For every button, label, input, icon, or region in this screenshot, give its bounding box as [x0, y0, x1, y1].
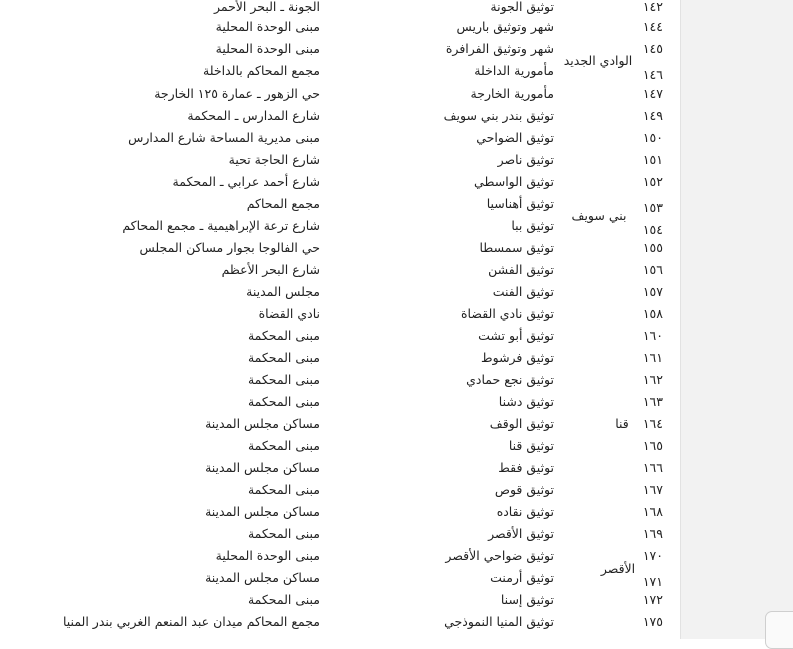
office-address: مجلس المدينة [246, 284, 320, 299]
office-name: مأمورية الداخلة [474, 63, 554, 78]
row-number: ١٧٥ [642, 614, 663, 629]
office-address: مبنى المحكمة [247, 328, 320, 343]
row-number: ١٤٢ [642, 0, 663, 14]
row-number: ١٤٤ [642, 19, 663, 34]
row-number: ١٦٨ [642, 504, 663, 519]
office-address: مبنى المحكمة [247, 394, 320, 409]
row-number: ١٥٨ [642, 306, 663, 321]
office-address: مساكن مجلس المدينة [205, 460, 320, 475]
office-address: مساكن مجلس المدينة [205, 416, 320, 431]
office-name: توثيق أبو تشت [478, 328, 554, 343]
office-name: توثيق قنا [508, 438, 554, 453]
row-number: ١٥٦ [642, 262, 663, 277]
row-number: ١٥٤ [642, 222, 663, 237]
region-label: الأقصر [600, 561, 636, 576]
office-address: مجمع المحاكم [246, 196, 320, 211]
office-address: مجمع المحاكم بالداخلة [203, 63, 320, 78]
office-name: توثيق أهناسيا [486, 196, 554, 211]
row-number: ١٦١ [642, 350, 663, 365]
row-number: ١٥٢ [642, 174, 663, 189]
side-panel [680, 0, 793, 639]
row-number: ١٥١ [642, 152, 663, 167]
office-name: توثيق الوقف [489, 416, 554, 431]
office-address: مبنى الوحدة المحلية [215, 19, 320, 34]
corner-button[interactable] [765, 611, 793, 649]
row-number: ١٥٥ [642, 240, 663, 255]
office-address: حي الزهور ـ عمارة ١٢٥ الخارجة [154, 86, 320, 101]
region-label: قنا [615, 416, 629, 431]
office-name: توثيق دشنا [498, 394, 554, 409]
office-address: الجونة ـ البحر الأحمر [213, 0, 320, 14]
row-number: ١٥٣ [642, 200, 663, 215]
office-name: توثيق ضواحي الأقصر [445, 548, 554, 563]
office-address: شارع ترعة الإبراهيمية ـ مجمع المحاكم [122, 218, 320, 233]
office-name: شهر وتوثيق الفرافرة [445, 41, 554, 56]
row-number: ١٤٩ [642, 108, 663, 123]
row-number: ١٥٠ [642, 130, 663, 145]
office-name: توثيق نقاده [496, 504, 554, 519]
office-name: توثيق فرشوط [481, 350, 554, 365]
office-address: مبنى المحكمة [247, 482, 320, 497]
office-name: مأمورية الخارجة [470, 86, 554, 101]
office-address: حي الفالوجا بجوار مساكن المجلس [139, 240, 320, 255]
row-number: ١٦٠ [642, 328, 663, 343]
office-name: توثيق ناصر [497, 152, 554, 167]
row-number: ١٤٥ [642, 41, 663, 56]
office-name: توثيق الفشن [488, 262, 554, 277]
office-address: مبنى مديرية المساحة شارع المدارس [128, 130, 320, 145]
row-number: ١٤٧ [642, 86, 663, 101]
region-label: بني سويف [571, 208, 627, 223]
row-number: ١٦٦ [642, 460, 663, 475]
office-address: مساكن مجلس المدينة [205, 570, 320, 585]
office-address: شارع أحمد عرابي ـ المحكمة [172, 174, 320, 189]
office-address: مبنى المحكمة [247, 350, 320, 365]
office-name: توثيق بندر بني سويف [443, 108, 554, 123]
row-number: ١٦٥ [642, 438, 663, 453]
office-name: توثيق فقط [498, 460, 554, 475]
office-address: شارع المدارس ـ المحكمة [187, 108, 320, 123]
office-name: توثيق أرمنت [490, 570, 554, 585]
region-label: الوادي الجديد [563, 53, 633, 68]
office-name: شهر وتوثيق باريس [456, 19, 554, 34]
office-address: مجمع المحاكم ميدان عبد المنعم الغربي بندر المنيا [62, 614, 320, 629]
row-number: ١٦٣ [642, 394, 663, 409]
office-address: مبنى المحكمة [247, 592, 320, 607]
office-name: توثيق الأقصر [488, 526, 554, 541]
row-number: ١٦٧ [642, 482, 663, 497]
office-address: مبنى المحكمة [247, 372, 320, 387]
row-number: ١٧٠ [642, 548, 663, 563]
row-number: ١٧١ [642, 574, 663, 589]
office-name: توثيق نجع حمادي [466, 372, 554, 387]
office-address: مبنى المحكمة [247, 438, 320, 453]
row-number: ١٦٩ [642, 526, 663, 541]
office-address: شارع الحاجة تحية [228, 152, 320, 167]
office-name: توثيق نادي القضاة [461, 306, 554, 321]
office-name: توثيق سمسطا [479, 240, 554, 255]
office-name: توثيق إسنا [500, 592, 554, 607]
office-name: توثيق الجونة [490, 0, 554, 14]
row-number: ١٦٤ [642, 416, 663, 431]
office-address: مساكن مجلس المدينة [205, 504, 320, 519]
office-address: نادي القضاة [258, 306, 320, 321]
row-number: ١٧٢ [642, 592, 663, 607]
office-address: مبنى المحكمة [247, 526, 320, 541]
office-address: مبنى الوحدة المحلية [215, 548, 320, 563]
office-name: توثيق المنيا النموذجي [444, 614, 554, 629]
office-name: توثيق الفنت [492, 284, 554, 299]
office-name: توثيق ببا [511, 218, 554, 233]
office-name: توثيق الواسطي [474, 174, 554, 189]
office-name: توثيق قوص [494, 482, 554, 497]
office-address: مبنى الوحدة المحلية [215, 41, 320, 56]
row-number: ١٤٦ [642, 67, 663, 82]
office-address: شارع البحر الأعظم [221, 262, 320, 277]
row-number: ١٦٢ [642, 372, 663, 387]
office-name: توثيق الضواحي [476, 130, 554, 145]
row-number: ١٥٧ [642, 284, 663, 299]
